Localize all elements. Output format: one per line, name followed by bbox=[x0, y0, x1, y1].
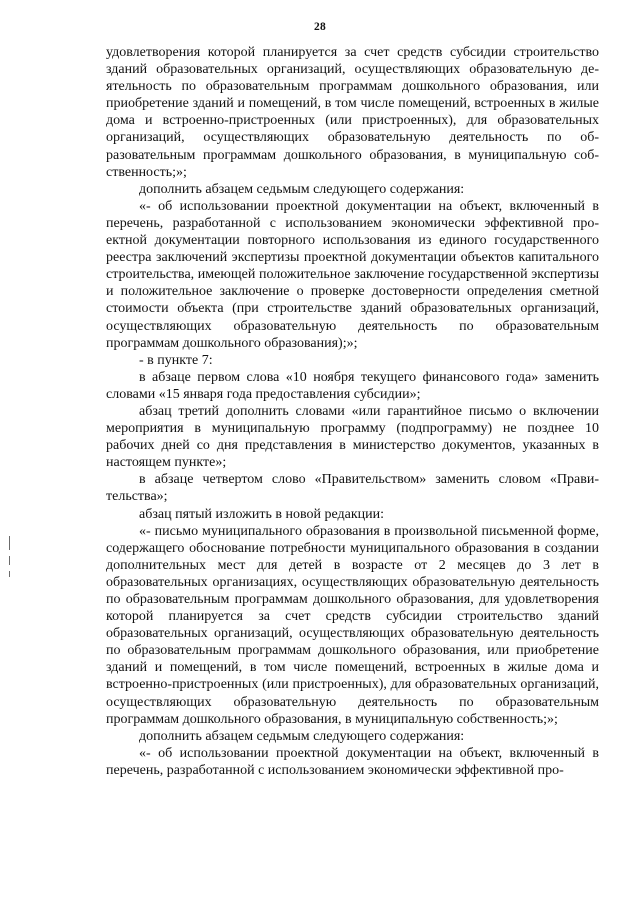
paragraph: «- об использовании проектной документации на объект, включенный в перечень, разработанной с использованием экономически эффективной про- bbox=[106, 745, 599, 778]
paragraph: в абзаце первом слова «10 ноября текущего финансового года» заменить словами «15 января года предоставления субсидии»; bbox=[106, 369, 599, 402]
paragraph: абзац третий дополнить словами «или гарантийное письмо о включении мероприятия в муниципальную программу (подпрограмму) не позднее 10 рабочих дней со дня представления в министерство документов, указанных в настоящем пункте»; bbox=[106, 403, 599, 471]
paragraph: в абзаце четвертом слово «Правительством» заменить словом «Правительства»; bbox=[106, 472, 599, 505]
paragraph: абзац пятый изложить в новой редакции: bbox=[139, 506, 384, 522]
paragraph: - в пункте 7: bbox=[139, 352, 213, 368]
scan-mark bbox=[9, 556, 10, 565]
scan-mark bbox=[9, 536, 10, 550]
scan-mark bbox=[9, 571, 10, 577]
paragraph: дополнить абзацем седьмым следующего содержания: bbox=[139, 181, 465, 197]
paragraph: удовлетворения которой планируется за счет средств субсидии строительство зданий образовательных организаций, осуществляющих образовательную деятельность по образовательным программам дошкольного образования, или приобретение зданий и помещений, в том числе помещений, встроенных в жилые дома и встроенно-пристроенных (или пристроенных), для образовательных организаций, осуществляющих образовательную деятельность по образовательным программам дошкольного образования, в муниципальную собственность;»; bbox=[106, 45, 599, 180]
document-body bbox=[106, 44, 599, 779]
paragraph: дополнить абзацем седьмым следующего содержания: bbox=[139, 728, 465, 744]
paragraph: «- письмо муниципального образования в произвольной письменной форме, содержащего обоснование потребности муниципального образования в создании дополнительных мест для детей в возрасте от 2 месяцев до 3 лет в образовательных организациях, осуществляющих образовательную деятельность по образовательным программам дошкольного образования, для удовлетворения которой планируется за счет средств субсидии строительство зданий образовательных организаций, осуществляющих образовательную деятельность по образовательным программам дошкольного образования, или приобретение зданий и помещений, в том числе помещений, встроенных в жилые дома и встроенно-пристроенных (или пристроенных), для образовательных организаций, осуществляющих образовательную деятельность по образовательным программам дошкольного образования, в муниципальную собственность;»; bbox=[106, 523, 599, 727]
paragraph: «- об использовании проектной документации на объект, включенный в перечень, разработанной с использованием экономически эффективной проектной документации повторного использования из единого государственного реестра заключений экспертизы проектной документации объектов капитального строительства, имеющей положительное заключение государственной экспертизы и положительное заключение о проверке достоверности определения сметной стоимости объекта (при строительстве зданий образовательных организаций, осуществляющих образовательную деятельность по образовательным программам дошкольного образования);»; bbox=[106, 198, 599, 351]
page-number: 28 bbox=[313, 21, 327, 33]
